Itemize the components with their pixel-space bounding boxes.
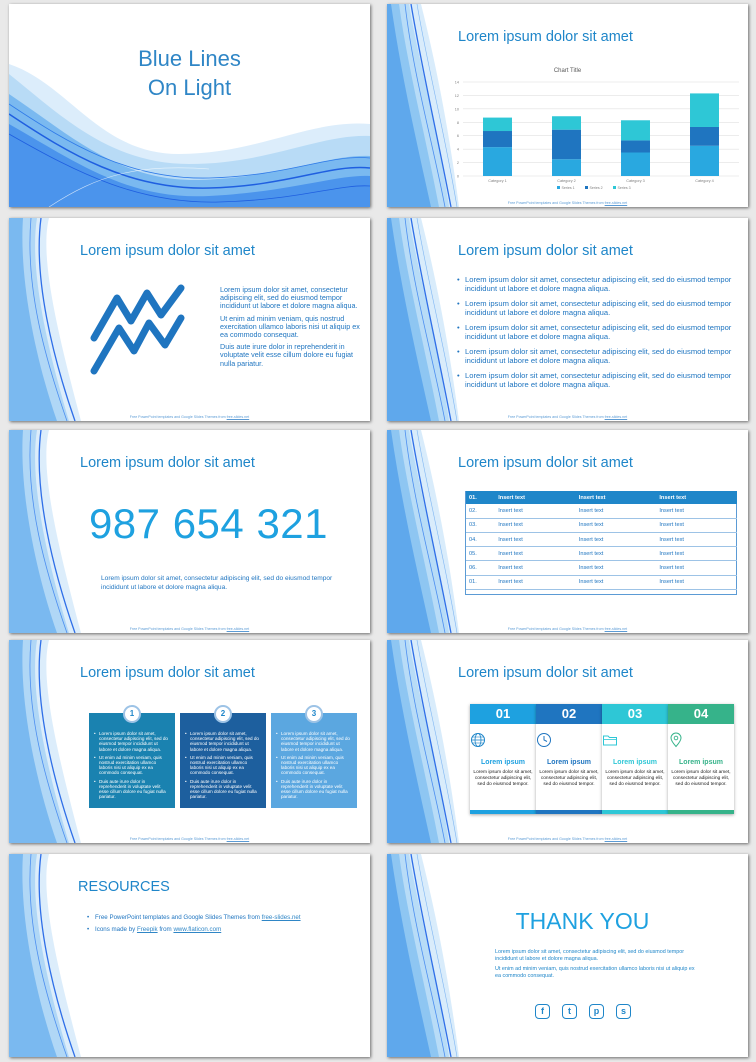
table-cell: Insert text [656, 547, 737, 561]
footer-link[interactable]: free-slides.net [604, 201, 628, 205]
skype-icon[interactable]: s [616, 1004, 631, 1019]
location-pin-icon [668, 732, 684, 748]
table-header-row [466, 491, 737, 504]
paragraph: Ut enim ad minim veniam, quis nostrud exercitation ullamco laboris nisi ut aliquip ex ea commodo consequat. [220, 313, 360, 340]
card-bottom-bar [668, 810, 734, 814]
slide-footer: Free PowerPoint templates and Google Slides Themes from free-slides.net [129, 627, 250, 631]
slide-4[interactable] [387, 218, 748, 421]
slide-2[interactable] [387, 4, 748, 207]
resource-list [87, 912, 301, 936]
card-number: 1 [123, 705, 141, 723]
feature-card [668, 704, 734, 814]
slide-title: Lorem ipsum dolor sit amet [458, 455, 633, 471]
list-item: • Lorem ipsum dolor sit amet, consectetur adipiscing elit, sed do eiusmod tempor incididunt ut labore et dolore magna aliqua. [457, 323, 744, 342]
table-cell: Insert text [656, 504, 737, 518]
card-bullet: • Ut enim ad minim veniam, quis nostrud exercitation ullamco laboris nisi ut aliquip ex ea commodo consequat. [99, 755, 169, 776]
card-bullet: • Ut enim ad minim veniam, quis nostrud exercitation ullamco laboris nisi ut aliquip ex ea commodo consequat. [281, 755, 351, 776]
list-item: • Lorem ipsum dolor sit amet, consectetur adipiscing elit, sed do eiusmod tempor incididunt ut labore et dolore magna aliqua. [457, 347, 744, 366]
bar-segment [621, 153, 650, 177]
card-bullet: • Duis aute irure dolor in reprehenderit in voluptate velit esse cillum dolore eu fugiat nulla pariatur. [281, 779, 351, 800]
bar-segment [552, 116, 581, 129]
legend-label: Series 1 [561, 185, 575, 190]
card-bullet: • Lorem ipsum dolor sit amet, consectetur adipiscing elit, sed do eiusmod tempor incididunt ut labore et dolore magna aliqua. [190, 731, 260, 752]
slide-title: RESOURCES [78, 879, 170, 895]
table-cell: Insert text [495, 532, 576, 546]
y-tick-label: 0 [456, 174, 459, 179]
wave-background [9, 4, 370, 207]
list-item: • Icons made by Freepik from www.flaticon.com [87, 924, 301, 936]
slide-footer: Free PowerPoint templates and Google Slides Themes from free-slides.net [129, 837, 250, 841]
table-cell: 04. [466, 532, 495, 546]
feature-card [602, 704, 668, 814]
pinterest-icon[interactable]: p [589, 1004, 604, 1019]
table-cell: Insert text [576, 532, 657, 546]
y-tick-label: 8 [456, 120, 459, 125]
bullet-list [457, 275, 744, 395]
table-cell: Insert text [576, 547, 657, 561]
card-label: Lorem ipsum [481, 759, 525, 766]
list-item: • Lorem ipsum dolor sit amet, consectetur adipiscing elit, sed do eiusmod tempor incididunt ut labore et dolore magna aliqua. [457, 275, 744, 294]
slide-footer: Free PowerPoint templates and Google Slides Themes from free-slides.net [507, 201, 628, 205]
table-cell: 03. [466, 518, 495, 532]
y-tick-label: 6 [456, 134, 459, 139]
card-bullet: • Lorem ipsum dolor sit amet, consectetur adipiscing elit, sed do eiusmod tempor incididunt ut labore et dolore magna aliqua. [281, 731, 351, 752]
card-number: 02 [536, 704, 602, 724]
legend-swatch [557, 186, 560, 189]
card-label: Lorem ipsum [679, 759, 723, 766]
bar-segment [690, 93, 719, 127]
table-row [466, 547, 737, 561]
y-tick-label: 12 [454, 93, 459, 98]
table-row [466, 575, 737, 589]
card-text: Lorem ipsum dolor sit amet, consectetur adipiscing elit, sed do eiusmod tempor. [539, 770, 599, 787]
card-bottom-bar [470, 810, 536, 814]
table-cell: Insert text [495, 518, 576, 532]
info-card [180, 709, 266, 808]
list-item: • Lorem ipsum dolor sit amet, consectetur adipiscing elit, sed do eiusmod tempor incididunt ut labore et dolore magna aliqua. [457, 371, 744, 390]
bar-segment [690, 146, 719, 176]
slide-footer: Free PowerPoint templates and Google Slides Themes from free-slides.net [507, 415, 628, 419]
card-bullet: • Duis aute irure dolor in reprehenderit in voluptate velit esse cillum dolore eu fugiat nulla pariatur. [99, 779, 169, 800]
big-number: 987 654 321 [88, 500, 329, 547]
resource-link[interactable]: www.flaticon.com [173, 926, 222, 933]
table-cell: Insert text [576, 491, 657, 504]
x-tick-label: Category 4 [695, 179, 714, 183]
paragraph: Lorem ipsum dolor sit amet, consectetur adipiscing elit, sed do eiusmod tempor incididunt ut labore et dolore magna aliqua. [495, 949, 685, 962]
chart-title: Chart Title [553, 68, 582, 74]
table-cell: Insert text [495, 504, 576, 518]
card-bullet: • Ut enim ad minim veniam, quis nostrud exercitation ullamco laboris nisi ut aliquip ex ea commodo consequat. [190, 755, 260, 776]
y-tick-label: 4 [456, 147, 459, 152]
table-cell: Insert text [656, 491, 737, 504]
footer-link[interactable]: free-slides.net [604, 837, 628, 841]
card-text: Lorem ipsum dolor sit amet, consectetur adipiscing elit, sed do eiusmod tempor. [605, 770, 665, 787]
card-bullet: • Duis aute irure dolor in reprehenderit in voluptate velit esse cillum dolore eu fugiat nulla pariatur. [190, 779, 260, 800]
table-cell: Insert text [576, 504, 657, 518]
bar-segment [483, 131, 512, 147]
table-cell: Insert text [656, 575, 737, 589]
resource-link[interactable]: free-slides.net [261, 914, 301, 921]
slide-footer: Free PowerPoint templates and Google Slides Themes from free-slides.net [129, 415, 250, 419]
slide-title [9, 44, 370, 102]
slide-title: Lorem ipsum dolor sit amet [80, 455, 255, 471]
card-label: Lorem ipsum [547, 759, 591, 766]
table-cell: 06. [466, 561, 495, 575]
x-tick-label: Category 1 [488, 179, 507, 183]
card-label: Lorem ipsum [613, 759, 657, 766]
legend-label: Series 3 [617, 185, 631, 190]
y-tick-label: 14 [454, 80, 459, 85]
title-line-1: Blue Lines [138, 46, 241, 71]
legend-swatch [585, 186, 588, 189]
table-cell: Insert text [656, 561, 737, 575]
table-cell: Insert text [656, 518, 737, 532]
card-number: 03 [602, 704, 668, 724]
slide-3[interactable] [9, 218, 370, 421]
clock-icon [536, 732, 552, 748]
table-cell: Insert text [656, 532, 737, 546]
list-item: • Free PowerPoint templates and Google Slides Themes from free-slides.net [87, 912, 301, 924]
bar-segment [621, 120, 650, 140]
bar-segment [621, 140, 650, 152]
table-row [466, 518, 737, 532]
x-tick-label: Category 3 [626, 179, 645, 183]
footer-link[interactable]: free-slides.net [604, 415, 628, 419]
slide-5[interactable] [9, 430, 370, 633]
table-cell: Insert text [576, 561, 657, 575]
legend-swatch [613, 186, 616, 189]
footer-link[interactable]: free-slides.net [226, 837, 250, 841]
card-text: Lorem ipsum dolor sit amet, consectetur adipiscing elit, sed do eiusmod tempor. [671, 770, 731, 787]
slide-7[interactable] [9, 640, 370, 843]
slide-title: Lorem ipsum dolor sit amet [80, 243, 255, 259]
paragraph: Lorem ipsum dolor sit amet, consectetur adipiscing elit, sed do eiusmod tempor incididunt ut labore et dolore magna aliqua. [220, 285, 358, 311]
body-text: Lorem ipsum dolor sit amet, consectetur adipiscing elit, sed do eiusmod tempor incididunt ut labore et dolore magna aliqua. [101, 575, 333, 591]
card-number: 04 [668, 704, 734, 724]
table-cell: Insert text [576, 575, 657, 589]
slide-title: Lorem ipsum dolor sit amet [458, 665, 633, 681]
card-number: 2 [214, 705, 232, 723]
slide-6[interactable] [387, 430, 748, 633]
body-text [220, 286, 360, 372]
thank-you-title: THANK YOU [515, 908, 650, 934]
slide-8[interactable] [387, 640, 748, 843]
table-cell: Insert text [495, 547, 576, 561]
slide-footer: Free PowerPoint templates and Google Slides Themes from free-slides.net [507, 837, 628, 841]
card-bottom-bar [536, 810, 602, 814]
legend-label: Series 2 [589, 185, 603, 190]
chart-line-icon [89, 283, 189, 378]
table-cell: 01. [466, 491, 495, 504]
paragraph: Ut enim ad minim veniam, quis nostrud exercitation ullamco laboris nisi ut aliquip ex ea commodo consequat. [495, 966, 695, 979]
info-card [89, 709, 175, 808]
table-row [466, 561, 737, 575]
x-tick-label: Category 2 [557, 179, 576, 183]
table-cell: Insert text [495, 575, 576, 589]
folder-icon [602, 732, 618, 748]
slide-footer: Free PowerPoint templates and Google Slides Themes from free-slides.net [507, 627, 628, 631]
bar-segment [690, 127, 719, 146]
y-tick-label: 2 [456, 161, 459, 166]
table-cell: 05. [466, 547, 495, 561]
card-text: Lorem ipsum dolor sit amet, consectetur adipiscing elit, sed do eiusmod tempor. [473, 770, 533, 787]
footer-link[interactable]: free-slides.net [226, 627, 250, 631]
table-row [466, 504, 737, 518]
slide-1[interactable] [9, 4, 370, 207]
slide-title: Lorem ipsum dolor sit amet [80, 665, 255, 681]
table-cell: Insert text [576, 518, 657, 532]
facebook-icon[interactable]: f [535, 1004, 550, 1019]
stacked-bar-chart [447, 76, 747, 191]
feature-card [536, 704, 602, 814]
table-cell: 01. [466, 575, 495, 589]
bar-segment [483, 118, 512, 131]
list-item: • Lorem ipsum dolor sit amet, consectetur adipiscing elit, sed do eiusmod tempor incididunt ut labore et dolore magna aliqua. [457, 299, 744, 318]
body-text [495, 949, 695, 983]
card-number: 01 [470, 704, 536, 724]
slide-10[interactable] [387, 854, 748, 1057]
twitter-icon[interactable]: t [562, 1004, 577, 1019]
card-number: 3 [305, 705, 323, 723]
feature-card [470, 704, 536, 814]
author-link[interactable]: Freepik [136, 926, 158, 933]
card-bottom-bar [602, 810, 668, 814]
bar-segment [552, 159, 581, 176]
table-cell: Insert text [495, 491, 576, 504]
bar-segment [552, 130, 581, 160]
slide-title: Lorem ipsum dolor sit amet [458, 243, 633, 259]
table-row [466, 532, 737, 546]
table-cell: Insert text [495, 561, 576, 575]
info-card [271, 709, 357, 808]
title-line-2: On Light [147, 75, 232, 100]
footer-link[interactable]: free-slides.net [604, 627, 628, 631]
globe-icon [470, 732, 486, 748]
paragraph: Duis aute irure dolor in reprehenderit in voluptate velit esse cillum dolore eu fugiat nulla pariatur. [220, 342, 354, 368]
footer-link[interactable]: free-slides.net [226, 415, 250, 419]
slide-title: Lorem ipsum dolor sit amet [458, 29, 633, 45]
y-tick-label: 10 [454, 107, 459, 112]
data-table [466, 491, 737, 590]
wave-background [9, 854, 370, 1057]
card-bullet: • Lorem ipsum dolor sit amet, consectetur adipiscing elit, sed do eiusmod tempor incididunt ut labore et dolore magna aliqua. [99, 731, 169, 752]
bar-segment [483, 147, 512, 176]
table-cell: 02. [466, 504, 495, 518]
slide-9[interactable] [9, 854, 370, 1057]
